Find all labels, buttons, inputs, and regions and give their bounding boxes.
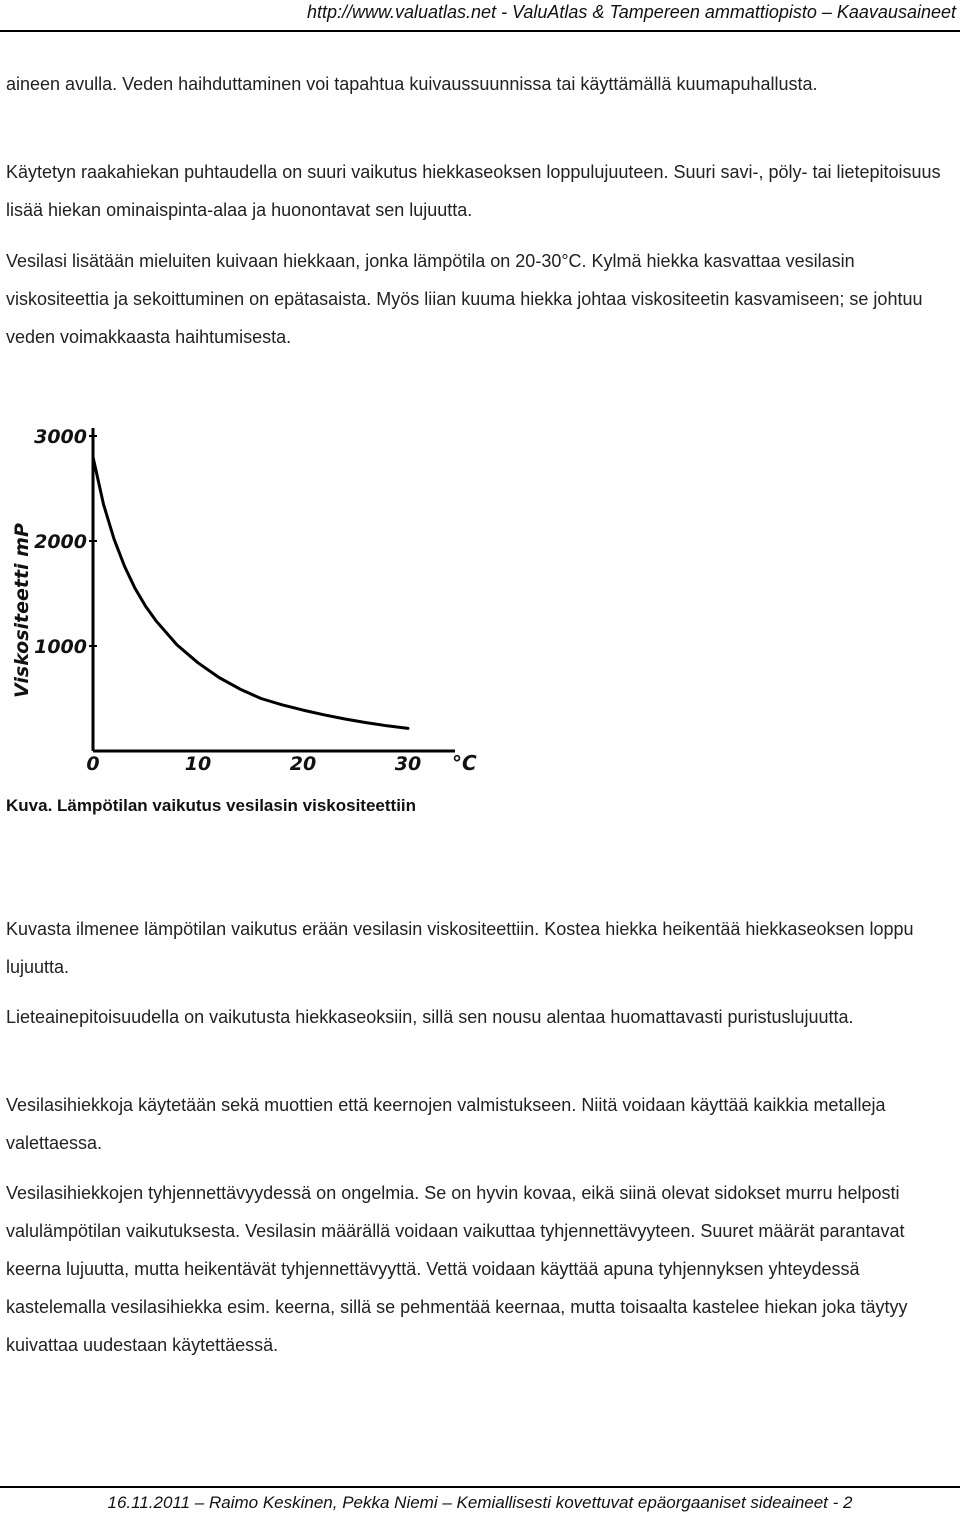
x-tick-label: 0: [86, 753, 100, 775]
y-tick-label: 1000: [34, 636, 87, 658]
paragraph-purity: Käytetyn raakahiekan puhtaudella on suuri vaikutus hiekkaseoksen loppulujuuteen. Suuri savi-, pöly- tai lietepitoisuus lisää hiekan ominaispinta-alaa ja huonontavat sen lujuutta.: [6, 162, 941, 220]
paragraph-sludge-content: Lieteainepitoisuudella on vaikutusta hiekkaseoksiin, sillä sen nousu alentaa huomattavasti puristuslujuutta.: [6, 1007, 854, 1027]
x-tick-label: 20: [289, 753, 317, 775]
paragraph-drying: aineen avulla. Veden haihduttaminen voi tapahtua kuivaussuunnissa tai käyttämällä kuumapuhallusta.: [6, 74, 818, 94]
paragraph-usage: Vesilasihiekkoja käytetään sekä muottien että keernojen valmistukseen. Niitä voidaan käyttää kaikkia metalleja valettaessa.: [6, 1095, 886, 1153]
page-header: [0, 0, 960, 34]
viscosity-chart: [0, 418, 500, 783]
paragraph-emptying: Vesilasihiekkojen tyhjennettävyydessä on ongelmia. Se on hyvin kovaa, eikä siinä olevat sidokset murru helposti valulämpötilan vaikutuksesta. Vesilasin määrällä voidaan vaikuttaa tyhjennettävyyteen. Suuret määrät parantavat keerna lujuutta, mutta heikentävät tyhjennettävyyttä. Vettä voidaan käyttää apuna tyhjennyksen yhteydessä kastelemalla vesilasihiekka esim. keerna, sillä se pehmentää keernaa, mutta toisaalta kastelee hiekan joka täytyy kuivattaa uudestaan käytettäessä.: [6, 1183, 908, 1355]
footer-text: 16.11.2011 – Raimo Keskinen, Pekka Niemi – Kemiallisesti kovettuvat epäorgaaniset sideaineet - 2: [107, 1493, 853, 1512]
viscosity-chart-svg: [0, 418, 500, 783]
x-tick-label: 10: [184, 753, 212, 775]
header-source-text: http://www.valuatlas.net - ValuAtlas & Tampereen ammattiopisto – Kaavausaineet: [306, 2, 956, 22]
paragraph-figure-explanation: Kuvasta ilmenee lämpötilan vaikutus erään vesilasin viskositeettiin. Kostea hiekka heikentää hiekkaseoksen loppu lujuutta.: [6, 919, 914, 977]
y-tick-label: 3000: [34, 426, 87, 448]
paragraph-temperature: Vesilasi lisätään mieluiten kuivaan hiekkaan, jonka lämpötila on 20-30°C. Kylmä hiekka kasvattaa vesilasin viskositeettia ja sekoittuminen on epätasaista. Myös liian kuuma hiekka johtaa viskositeetin kasvamiseen; se johtuu veden voimakkaasta haihtumisesta.: [6, 251, 923, 347]
y-tick-group: [34, 426, 97, 658]
y-axis-label: Viskositeetti mP: [11, 523, 33, 698]
header-rule: [0, 30, 960, 32]
y-tick-label: 2000: [34, 531, 87, 553]
x-tick-label: 30: [394, 753, 422, 775]
footer-rule: [0, 1486, 960, 1488]
figure-caption: Kuva. Lämpötilan vaikutus vesilasin viskositeettiin: [6, 796, 417, 815]
viscosity-curve: [93, 457, 408, 728]
x-axis-label: °C: [452, 751, 477, 775]
x-tick-group: [86, 753, 421, 775]
